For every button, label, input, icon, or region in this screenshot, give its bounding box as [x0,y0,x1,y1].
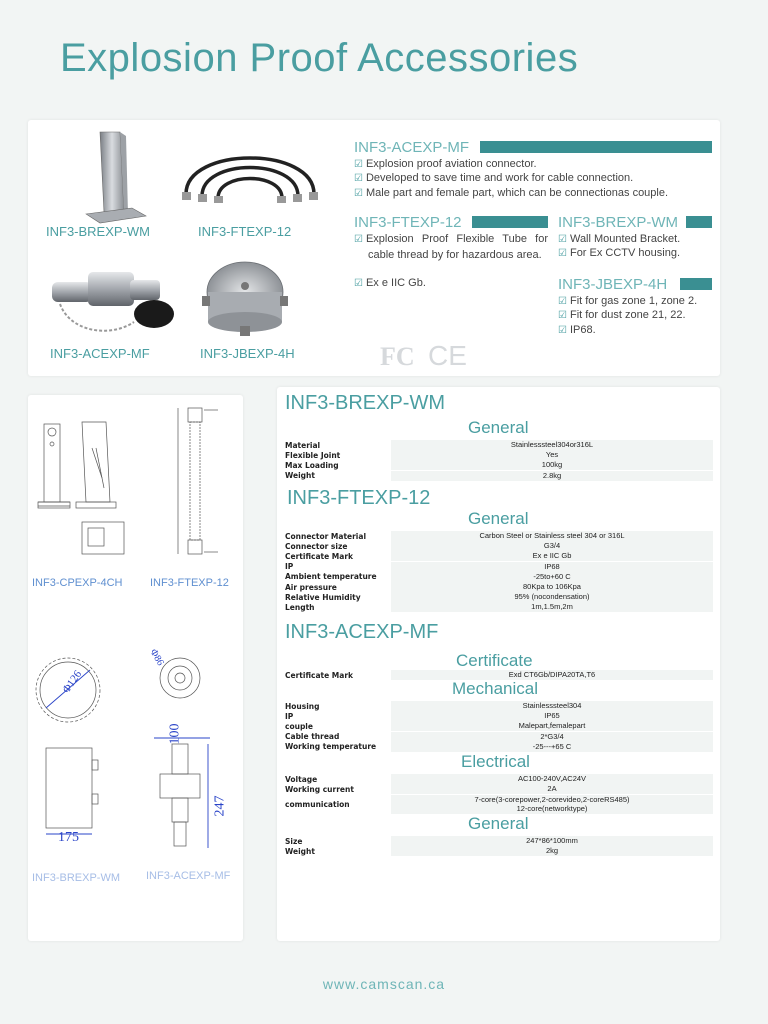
spec-row: Connector Material Carbon Steel or Stainless steel 304 or 316L [285,531,713,541]
checkbox-icon: ☑ [558,325,567,336]
drawing-label: INF3-ACEXP-MF [146,870,231,882]
bracket-product-image [84,130,154,226]
spec-table-acexp-general [285,836,713,856]
checkbox-icon: ☑ [558,296,567,307]
feature-heading-brexp: INF3-BREXP-WM [558,214,678,231]
checkbox-icon: ☑ [558,234,567,245]
spec-row: Working temperature -25---+65 C [285,742,713,752]
spec-row: Weight 2.8kg [285,471,713,481]
feature-heading-jbexp: INF3-JBEXP-4H [558,276,668,293]
checkbox-icon: ☑ [354,188,363,199]
spec-table-brexp [285,440,713,481]
spec-row: Material Stainlesssteel304or316L [285,440,713,450]
checkbox-icon: ☑ [558,310,567,321]
spec-table-acexp-mechanical [285,701,713,752]
spec-title-ftexp: INF3-FTEXP-12 [287,487,431,509]
dimension-label: 247 [212,795,228,817]
checkbox-icon: ☑ [354,173,363,184]
spec-row: Flexible Joint Yes [285,450,713,460]
drawing-label: INF3-BREXP-WM [32,872,120,884]
product-label-jbexp: INF3-JBEXP-4H [200,346,295,361]
spec-row: Certificate Mark Exd CT6Gb/DIPA20TA,T6 [285,670,713,680]
product-label-ftexp: INF3-FTEXP-12 [198,224,292,239]
feature-heading-ftexp: INF3-FTEXP-12 [354,214,462,231]
checkbox-icon: ☑ [354,234,363,245]
page-title: Explosion Proof Accessories [60,36,579,80]
ce-mark-icon: CE [428,340,467,371]
bracket-technical-drawing [36,418,136,558]
dimension-label: 175 [58,830,79,845]
spec-row: couple Malepart,femalepart [285,721,713,731]
feature-item: ☑ Ex e IIC Gb. [354,277,426,289]
spec-subheading: Certificate [456,651,533,670]
spec-row: Max Loading 100kg [285,460,713,470]
spec-row: Relative Humidity 95% (nocondensation) [285,592,713,602]
dimension-label: 100 [167,723,183,745]
spec-row: communication 7-core(3-corepower,2-corevideo,2-coreRS485) 12-core(networktype) [285,794,713,814]
checkbox-icon: ☑ [558,248,567,259]
spec-subheading: Mechanical [452,679,538,698]
spec-title-brexp: INF3-BREXP-WM [285,392,445,414]
spec-row: Cable thread 2*G3/4 [285,732,713,742]
flexible-tube-technical-drawing [170,404,230,564]
heading-bar [686,216,712,228]
feature-item: ☑ Developed to save time and work for cable connection. [354,172,634,184]
feature-heading-acexp: INF3-ACEXP-MF [354,139,470,156]
spec-subheading: Electrical [461,752,530,771]
spec-row: Ambient temperature -25to+60 C [285,572,713,582]
feature-item: ☑ For Ex CCTV housing. [558,247,681,259]
spec-table-acexp-electrical [285,774,713,814]
feature-item: ☑ Explosion Proof Flexible Tube for cable thread by for hazardous area. [354,233,548,261]
feature-item: ☑ Wall Mounted Bracket. [558,233,681,245]
website-link[interactable]: www.camscan.ca [322,976,446,992]
feature-item: ☑ Fit for dust zone 21, 22. [558,309,686,321]
spec-row: Housing Stainlesssteel304 [285,701,713,711]
spec-row: Weight 2kg [285,846,713,856]
spec-subheading: General [468,418,529,437]
spec-row: Connector size G3/4 [285,541,713,551]
aviation-connector-product-image [50,262,180,340]
spec-row: Air pressure 80Kpa to 106Kpa [285,582,713,592]
flexible-tube-product-image [180,136,320,204]
heading-bar [480,141,712,153]
spec-row: Working current 2A [285,784,713,794]
spec-subheading: General [468,814,529,833]
spec-row: IP IP65 [285,711,713,721]
spec-subheading: General [468,509,529,528]
fcc-mark-icon: FC [380,342,415,371]
dimension-label: Φ86 [147,647,166,668]
checkbox-icon: ☑ [354,278,363,289]
product-label-brexp: INF3-BREXP-WM [46,224,150,239]
spec-row: Certificate Mark Ex e IIC Gb [285,551,713,561]
junction-box-product-image [200,256,290,338]
dimension-label: Φ126 [60,668,85,696]
drawing-label: INF3-FTEXP-12 [150,577,229,589]
drawing-label: INF3-CPEXP-4CH [32,577,123,589]
product-label-acexp: INF3-ACEXP-MF [50,346,150,361]
heading-bar [472,216,548,228]
heading-bar [680,278,712,290]
spec-row: IP IP68 [285,562,713,572]
spec-row: Size 247*86*100mm [285,836,713,846]
feature-item: ☑ Explosion proof aviation connector. [354,158,537,170]
connector-technical-drawing [147,647,230,866]
feature-item: ☑ Fit for gas zone 1, zone 2. [558,295,698,307]
spec-table-ftexp [285,531,713,613]
spec-title-acexp: INF3-ACEXP-MF [285,621,439,643]
spec-row: Voltage AC100-240V,AC24V [285,774,713,784]
feature-item: ☑ Male part and female part, which can be connectionas couple. [354,187,669,199]
checkbox-icon: ☑ [354,159,363,170]
spec-row: Length 1m,1.5m,2m [285,602,713,612]
feature-item: ☑ IP68. [558,324,596,336]
